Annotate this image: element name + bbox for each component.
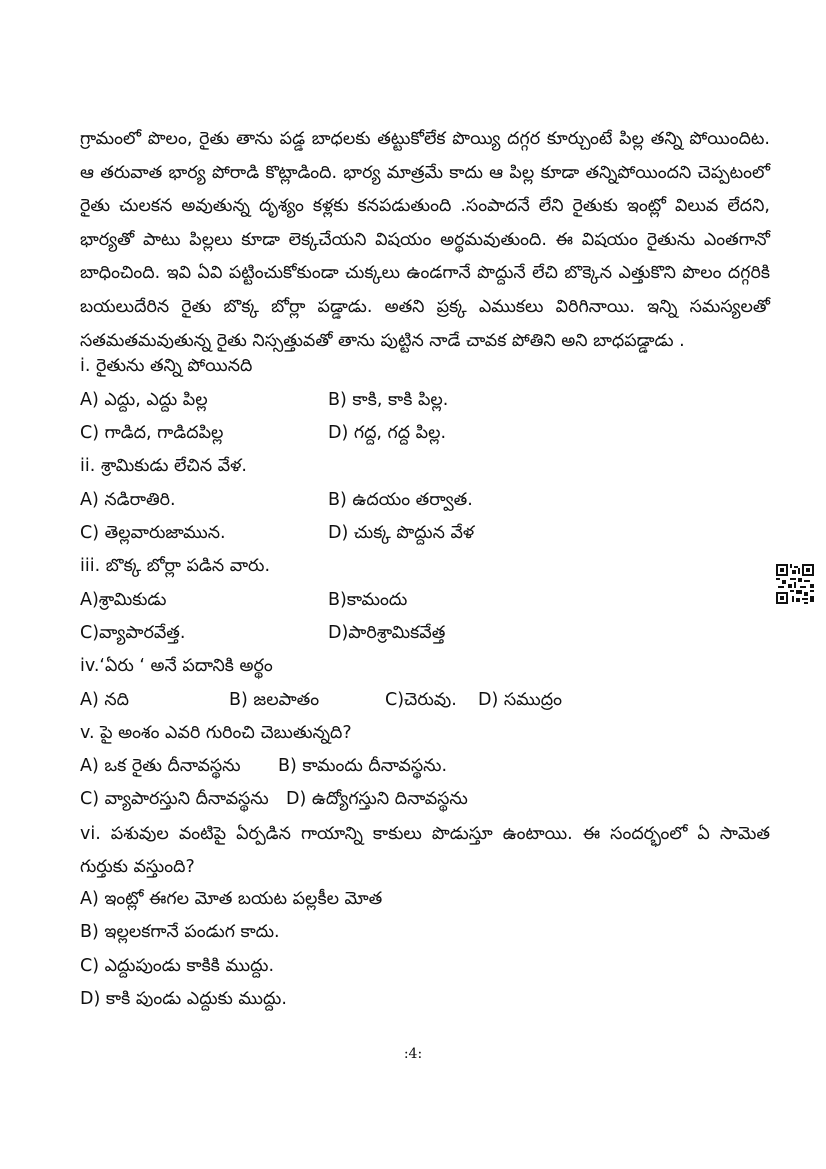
- passage-paragraph: గ్రామంలో పొలం, రైతు తాను పడ్డ బాధలకు తట్టుకోలేక పొయ్యి దగ్గర కూర్చుంటే పిల్ల తన్ని పోయిందిట. ఆ తరువాత భార్య పోరాడి కొట్లాడింది. భార్య మాత్రమే కాదు ఆ పిల్ల కూడా తన్నిపోయిందని చెప్పటంలో రైతు చులకన అవుతున్న దృశ్యం కళ్లకు కనపడుతుంది .సంపాదనే లేని రైతుకు ఇంట్లో విలువ లేదని, భార్యతో పాటు పిల్లలు కూడా లెక్కచేయని విషయం అర్థమవుతుంది. ఈ విషయం రైతును ఎంతగానో బాధించింది. ఇవి ఏవి పట్టించుకోకుండా చుక్కలు ఉండగానే పొద్దునే లేచి బొక్కెన ఎత్తుకొని పొలం దగ్గరికి బయలుదేరిన రైతు బొక్క బోర్లా పడ్డాడు. అతని ప్రక్క ఎముకలు విరిగినాయి. ఇన్ని సమస్యలతో సతమతమవుతున్న రైతు నిస్సత్తువతో తాను పుట్టిన నాడే చావక పోతిని అని బాధపడ్డాడు .: [80, 129, 770, 351]
- question-2-option-a: A) నడిరాతిరి.: [80, 490, 176, 510]
- question-3-option-d: D)పారిశ్రామికవేత్త: [328, 623, 446, 643]
- question-5-option-a: A) ఒక రైతు దీనావస్థను: [80, 756, 241, 776]
- question-1-text: i. రైతును తన్ని పోయినది: [80, 356, 253, 376]
- question-6-text: vi. పశువుల వంటిపై ఏర్పడిన గాయాన్ని కాకులు పొడుస్తూ ఉంటాయి. ఈ సందర్భంలో ఏ సామెత గుర్తుకు వస్తుంది?: [80, 824, 770, 877]
- question-4-option-a: A) నది: [80, 690, 130, 710]
- question-3-option-c: C)వ్యాపారవేత్త.: [80, 623, 186, 643]
- question-5-option-d: D) ఉద్యోగస్తుని దినావస్థను: [286, 789, 468, 809]
- question-3-text: iii. బొక్క బోర్లా పడిన వారు.: [80, 556, 271, 576]
- question-4-option-b: B) జలపాతం: [229, 690, 320, 710]
- question-4-text: iv.‘ఏరు ‘ అనే పదానికి అర్థం: [80, 656, 273, 676]
- question-4-option-c: C)చెరువు.: [385, 690, 457, 710]
- question-3-option-a: A)శ్రామికుడు: [80, 590, 167, 610]
- question-6-option-d: D) కాకి పుండు ఎద్దుకు ముద్దు.: [80, 989, 287, 1009]
- question-1-option-d: D) గద్ద, గద్ద పిల్ల.: [328, 423, 447, 443]
- question-6-option-b: B) ఇల్లలకగానే పండుగ కాదు.: [80, 922, 280, 942]
- question-6-option-c: C) ఎద్దుపుండు కాకికి ముద్దు.: [80, 956, 275, 976]
- page-number: :4:: [403, 1046, 423, 1062]
- question-2-text: ii. శ్రామికుడు లేచిన వేళ.: [80, 456, 247, 476]
- question-1-option-a: A) ఎద్దు, ఎద్దు పిల్ల: [80, 390, 208, 410]
- question-2-option-d: D) చుక్క పొద్దున వేళ: [328, 523, 475, 543]
- question-4-option-d: D) సముద్రం: [478, 690, 562, 710]
- question-6-option-a: A) ఇంట్లో ఈగల మోత బయట పల్లకీల మోత: [80, 889, 383, 909]
- question-5-text: v. పై అంశం ఎవరి గురించి చెబుతున్నది?: [80, 723, 352, 743]
- question-5-option-c: C) వ్యాపారస్తుని దీనావస్థను: [80, 789, 269, 809]
- question-2-option-c: C) తెల్లవారుజామున.: [80, 523, 226, 543]
- question-3-option-b: B)కామందు: [328, 590, 408, 610]
- question-1-option-c: C) గాడిద, గాడిదపిల్ల: [80, 423, 224, 443]
- question-5-option-b: B) కామందు దీనావస్థను.: [278, 756, 448, 776]
- question-2-option-b: B) ఉదయం తర్వాత.: [328, 490, 473, 510]
- qr-code-icon: [776, 564, 814, 604]
- question-1-option-b: B) కాకి, కాకి పిల్ల.: [328, 390, 449, 410]
